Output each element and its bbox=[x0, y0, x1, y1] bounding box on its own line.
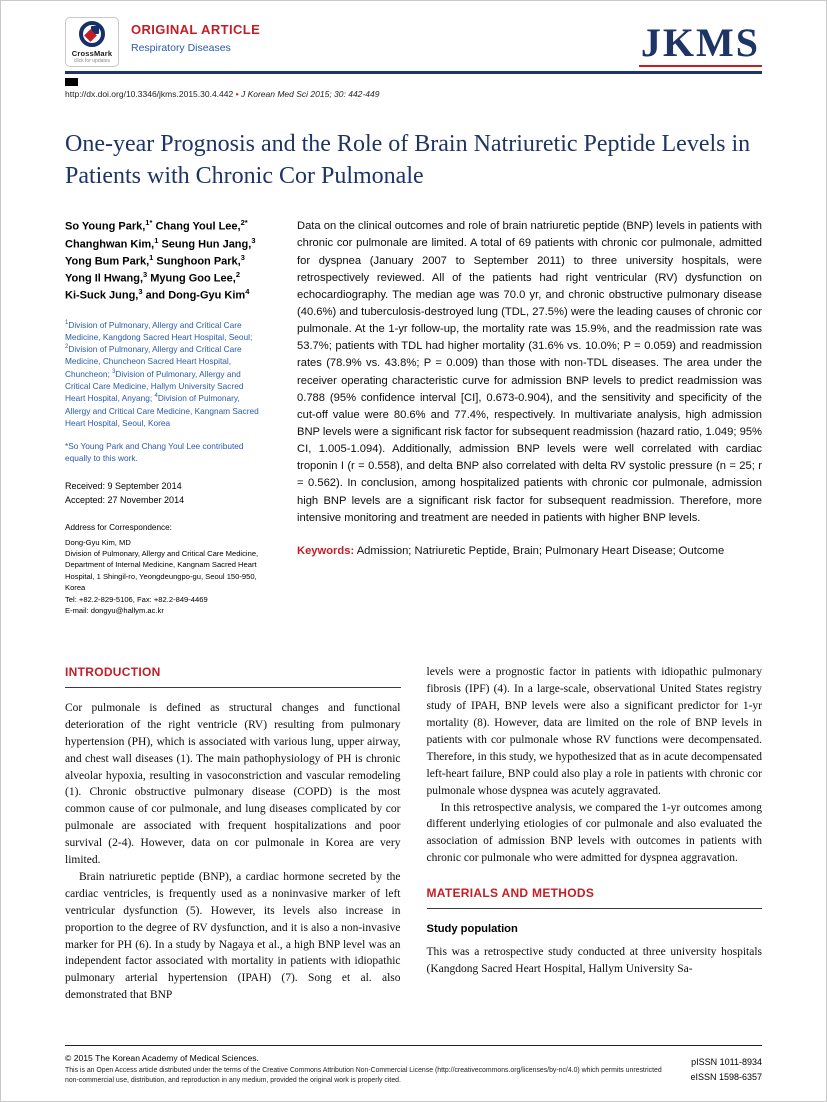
dates-block bbox=[65, 479, 265, 508]
author-line bbox=[65, 270, 265, 287]
author-name: Yong Il Hwang, bbox=[65, 272, 144, 285]
author-affiliation-marker: 2* bbox=[240, 218, 248, 228]
affiliation-text: Division of Pulmonary, Allergy and Critical Care Medicine, Hallym University Sacred Heart Hospital, Anyang; bbox=[65, 368, 244, 404]
doi-link[interactable]: http://dx.doi.org/10.3346/jkms.2015.30.4.442 bbox=[65, 89, 234, 99]
affiliation-text: Division of Pulmonary, Allergy and Critical Care Medicine, Kangnam Sacred Heart Hospital, Seoul, Korea bbox=[65, 393, 259, 428]
header bbox=[65, 17, 762, 74]
accepted-date: Accepted: 27 November 2014 bbox=[65, 494, 185, 505]
pissn: pISSN 1011-8934 bbox=[691, 1056, 762, 1067]
author-affiliation-marker: 3 bbox=[240, 252, 245, 262]
authors-list bbox=[65, 218, 265, 304]
methods-paragraph-1: This was a retrospective study conducted at three university hospitals (Kangdong Sacred Heart Hospital, Hallym University Sa- bbox=[426, 946, 762, 976]
correspondence-email[interactable]: E-mail: dongyu@hallym.ac.kr bbox=[65, 606, 164, 616]
author-name: Chang Youl Lee, bbox=[155, 221, 241, 233]
article-type-label: ORIGINAL ARTICLE bbox=[131, 22, 261, 37]
header-left bbox=[65, 17, 260, 67]
crossmark-icon bbox=[79, 21, 105, 47]
correspondence-name: Dong-Gyu Kim, MD bbox=[65, 537, 131, 547]
keywords-label: Keywords: bbox=[297, 544, 355, 557]
article-body bbox=[65, 664, 762, 1004]
author-affiliation-marker: 2 bbox=[235, 270, 240, 280]
author-info-column bbox=[65, 218, 265, 616]
license-text: This is an Open Access article distributed under the terms of the Creative Commons Attribution Non-Commercial License (http://creativecommons.org/licenses/by-nc/4.0) which permits unrestricted non-commercial use, distribution, and reproduction in any medium, provided the original work is properly cited. bbox=[65, 1066, 662, 1085]
journal-logo: JKMS bbox=[640, 20, 760, 65]
correspondence-heading: Address for Correspondence: bbox=[65, 523, 172, 533]
affiliation-marker: 4 bbox=[154, 393, 158, 400]
introduction-paragraph-1: Cor pulmonale is defined as structural changes and functional deterioration of the right ventricle (RV) resulting from pulmonary hypertension (PH), which is associated with various lung, upper airway, and chest wall diseases (1). The main pathophysiology of PH is chronic alveolar hypoxia, resulting in vasoconstriction and vascular remodeling (1). Chronic obstructive pulmonary disease (COPD) is the most common cause of cor pulmonale, and lung diseases complicated by cor pulmonale are associated with frequent hospitalizations and poor survival (2-4). However, data on cor pulmonale in Korea are very limited. bbox=[65, 702, 401, 867]
author-affiliation-marker: 1* bbox=[145, 218, 153, 228]
author-name: Changhwan Kim, bbox=[65, 238, 155, 251]
author-name: So Young Park, bbox=[65, 221, 146, 233]
affiliation-marker: 2 bbox=[65, 344, 69, 351]
article-title: One-year Prognosis and the Role of Brain Natriuretic Peptide Levels in Patients with Chronic Cor Pulmonale bbox=[65, 131, 751, 189]
copyright-line: © 2015 The Korean Academy of Medical Sciences. bbox=[65, 1052, 259, 1063]
methods-heading: MATERIALS AND METHODS bbox=[427, 885, 763, 909]
study-population-subheading: Study population bbox=[426, 922, 518, 935]
author-line bbox=[65, 218, 265, 235]
doi-block bbox=[65, 78, 762, 99]
crossmark-subtext: click for updates bbox=[73, 58, 111, 64]
doi-bullet-icon: • bbox=[235, 89, 239, 99]
eissn: eISSN 1598-6357 bbox=[690, 1071, 762, 1082]
author-name: Seung Hun Jang, bbox=[161, 238, 252, 251]
author-affiliation-marker: 1 bbox=[149, 252, 154, 262]
meta-section bbox=[65, 218, 762, 616]
introduction-paragraph-2: Brain natriuretic peptide (BNP), a cardiac hormone secreted by the cardiac ventricles, is frequently used as a noninvasive marker of left ventricular dysfunction (5). However, its levels also increase in proportion to the degree of RV dysfunction, and it is also a non-invasive marker for PH (6). In a study by Nagaya et al., a high BNP level was an independent factor associated with mortality in patients with idiopathic pulmonary arterial hypertension (IPAH) (7). Song et al. also demonstrated that BNP bbox=[65, 870, 401, 1002]
abstract-text: Data on the clinical outcomes and role of brain natriuretic peptide (BNP) levels in patients with chronic cor pulmonale are limited. A total of 69 patients with chronic cor pulmonale, admitted for dyspnea (January 2007 to September 2011) to three university hospitals, were retrospectively reviewed. All of the patients had right ventricular (RV) dysfunction on echocardiography. The median age was 70.0 yr, and chronic obstructive pulmonary disease (40.6%) and tuberculosis-destroyed lung (TDL, 27.5%) were the leading causes of chronic cor pulmonale. At the 1-yr follow-up, the mortality rate was 15.9%, and the readmission rate was 53.7%; patients with TDL had higher mortality (31.6% vs. 10.0%; P = 0.059) and readmission rates (78.9% vs. 43.8%; P = 0.009) than those with non-TDL diseases. The area under the receiver operating characteristic curve for admission BNP levels to predict readmission was 0.788 (95% confidence interval [CI], 0.673-0.904), and the sensitivity and specificity of the cut-off value were 80.6% and 77.4%, respectively. In multivariate analysis, high admission BNP levels were a significant risk factor for subsequent readmission (hazard ratio, 1.049; 95% CI, 1.005-1.094). Additionally, admission BNP levels were well correlated with cardiac troponin I (r = 0.558), and delta BNP also correlated with delta RV systolic pressure (n = 25; r = 0.562). In conclusion, among hospitalized patients with chronic cor pulmonale, admission high BNP levels are a significant risk factor for subsequent readmission. Therefore, more intensive monitoring and treatment are needed in patients with higher BNP levels. bbox=[297, 220, 762, 524]
author-affiliation-marker: 4 bbox=[245, 287, 250, 297]
introduction-paragraph-3: levels were a prognostic factor in patients with idiopathic pulmonary fibrosis (IPF) (4). In a large-scale, observational United States registry study of IPAH, BNP levels were also a significant predictor for 1-yr mortality (8). However, data are limited on the role of BNP levels in patients with cor pulmonale whose RV functions were decompensated. Therefore, in this study, we hypothesized that as in acute decompensated left-heart failure, BNP could also play a role in patients with chronic cor pulmonale whose dyspnea was acutely aggravated. bbox=[426, 666, 762, 797]
issn-block bbox=[690, 1053, 762, 1086]
author-affiliation-marker: 3 bbox=[251, 235, 256, 245]
affiliation-text: Division of Pulmonary, Allergy and Critical Care Medicine, Kangdong Sacred Heart Hospital, Seoul; bbox=[65, 319, 253, 342]
footer-left bbox=[65, 1053, 663, 1087]
author-affiliation-marker: 3 bbox=[143, 270, 148, 280]
author-name: Yong Bum Park, bbox=[65, 255, 150, 268]
author-line bbox=[65, 253, 265, 270]
crossmark-label: CrossMark bbox=[71, 49, 113, 58]
keywords-line bbox=[297, 545, 762, 557]
article-type-block bbox=[131, 17, 260, 54]
equal-contribution-note: *So Young Park and Chang Youl Lee contributed equally to this work. bbox=[65, 441, 244, 464]
received-date: Received: 9 September 2014 bbox=[65, 480, 182, 491]
author-line bbox=[65, 236, 265, 253]
affiliations bbox=[65, 319, 265, 429]
affiliation-marker: 1 bbox=[65, 319, 69, 326]
correspondence-telfax: Tel: +82.2-829-5106, Fax: +82.2-849-4469 bbox=[65, 594, 208, 604]
doi-marker-box bbox=[65, 78, 78, 86]
citation-text: J Korean Med Sci 2015; 30: 442-449 bbox=[240, 89, 380, 99]
correspondence-address: Division of Pulmonary, Allergy and Critical Care Medicine, Department of Internal Medicine, Kangnam Sacred Heart Hospital, 1 Shingil-ro, Yeongdeungpo-gu, Seoul 150-950, Korea bbox=[65, 549, 259, 593]
author-name: Sunghoon Park, bbox=[156, 255, 241, 268]
doi-line bbox=[65, 89, 762, 99]
author-name: Myung Goo Lee, bbox=[150, 272, 236, 285]
footer bbox=[65, 1045, 762, 1087]
introduction-paragraph-4: In this retrospective analysis, we compared the 1-yr outcomes among different underlying etiologies of cor pulmonale and also evaluated the association of admission BNP levels with outcomes in patients with chronic cor pulmonale who were admitted for dyspnea aggravation. bbox=[426, 801, 762, 865]
author-affiliation-marker: 1 bbox=[154, 235, 159, 245]
journal-section-label: Respiratory Diseases bbox=[131, 42, 231, 54]
author-line bbox=[65, 287, 265, 304]
affiliation-marker: 3 bbox=[112, 368, 116, 375]
author-affiliation-marker: 3 bbox=[138, 287, 143, 297]
keywords-text: Admission; Natriuretic Peptide, Brain; Pulmonary Heart Disease; Outcome bbox=[356, 544, 725, 557]
author-name: and Dong-Gyu Kim bbox=[145, 290, 246, 303]
abstract-column bbox=[297, 218, 762, 616]
crossmark-badge[interactable] bbox=[65, 17, 119, 67]
body-column-right bbox=[427, 664, 763, 1004]
introduction-heading: INTRODUCTION bbox=[65, 664, 401, 688]
affiliation-text: Division of Pulmonary, Allergy and Critical Care Medicine, Chuncheon Sacred Heart Hospital, Chuncheon; bbox=[65, 344, 242, 379]
author-name: Ki-Suck Jung, bbox=[65, 290, 139, 303]
correspondence-block bbox=[65, 522, 265, 616]
body-column-left bbox=[65, 664, 401, 1004]
